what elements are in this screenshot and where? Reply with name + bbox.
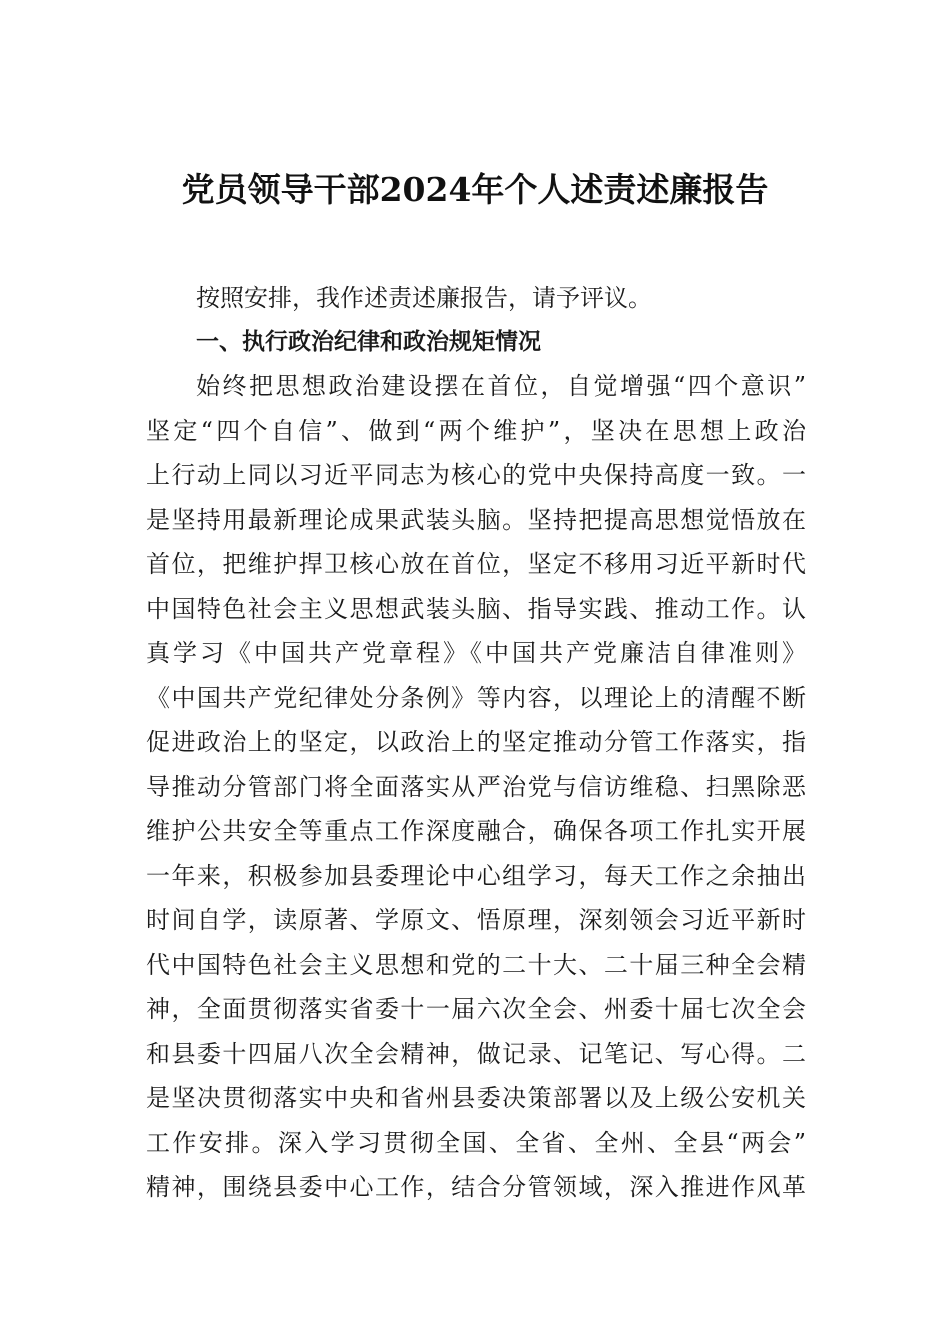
body-line: 始终把思想政治建设摆在首位，自觉增强“四个意识” [196,372,806,400]
body-line: 中国特色社会主义思想武装头脑、指导实践、推动工作。认 [146,595,806,623]
body-line: 和县委十四届八次全会精神，做记录、记笔记、写心得。二 [146,1040,806,1068]
body-line: 代中国特色社会主义思想和党的二十大、二十届三种全会精 [146,951,806,979]
body-line: 工作安排。深入学习贯彻全国、全省、全州、全县“两会” [146,1129,806,1157]
body-line: 导推动分管部门将全面落实从严治党与信访维稳、扫黑除恶 [146,773,806,801]
body-line: 坚定“四个自信”、做到“两个维护”，坚决在思想上政治 [146,417,806,445]
body-line: 时间自学，读原著、学原文、悟原理，深刻领会习近平新时 [146,906,806,934]
body-line: 是坚决贯彻落实中央和省州县委决策部署以及上级公安机关 [146,1084,806,1112]
body-line: 精神，围绕县委中心工作，结合分管领域，深入推进作风革 [146,1173,806,1201]
intro-paragraph: 按照安排，我作述责述廉报告，请予评议。 [196,284,652,312]
body-line: 真学习《中国共产党章程》《中国共产党廉洁自律准则》 [146,639,806,667]
body-line: 促进政治上的坚定，以政治上的坚定推动分管工作落实，指 [146,728,806,756]
body-line: 首位，把维护捍卫核心放在首位，坚定不移用习近平新时代 [146,550,806,578]
document-title: 党员领导干部2024年个人述责述廉报告 [181,170,769,209]
section-heading: 一、执行政治纪律和政治规矩情况 [196,329,541,355]
body-line: 上行动上同以习近平同志为核心的党中央保持高度一致。一 [146,461,806,489]
body-line: 神，全面贯彻落实省委十一届六次全会、州委十届七次全会 [146,995,806,1023]
body-line: 是坚持用最新理论成果武装头脑。坚持把提高思想觉悟放在 [146,506,806,534]
body-line: 一年来，积极参加县委理论中心组学习，每天工作之余抽出 [146,862,806,890]
body-line: 维护公共安全等重点工作深度融合，确保各项工作扎实开展 [146,817,806,845]
body-line: 《中国共产党纪律处分条例》等内容，以理论上的清醒不断 [146,684,806,712]
